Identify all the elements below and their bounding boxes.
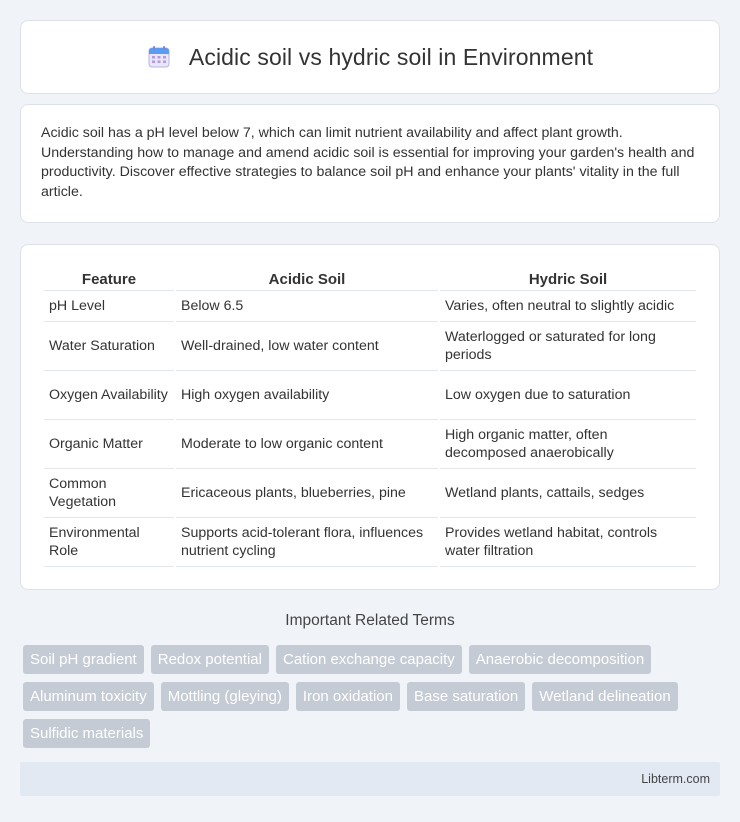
table-cell: Oxygen Availability xyxy=(44,371,174,420)
table-cell: Varies, often neutral to slightly acidic xyxy=(440,291,696,322)
page-footer xyxy=(20,762,720,796)
table-cell: High organic matter, often decomposed anaerobically xyxy=(440,420,696,469)
table-cell: Organic Matter xyxy=(44,420,174,469)
related-term-tag[interactable]: Anaerobic decomposition xyxy=(469,645,651,674)
calendar-icon xyxy=(147,45,171,69)
table-cell: High oxygen availability xyxy=(176,371,438,420)
comparison-table xyxy=(42,265,698,567)
column-header: Feature xyxy=(44,265,174,291)
related-term-tag[interactable]: Cation exchange capacity xyxy=(276,645,462,674)
related-term-tag[interactable]: Iron oxidation xyxy=(296,682,400,711)
table-cell: Well-drained, low water content xyxy=(176,322,438,371)
page-header xyxy=(20,20,720,94)
table-cell: Wetland plants, cattails, sedges xyxy=(440,469,696,518)
related-term-tag[interactable]: Base saturation xyxy=(407,682,525,711)
table-header-row xyxy=(44,265,696,291)
table-cell: Ericaceous plants, blueberries, pine xyxy=(176,469,438,518)
related-term-tag[interactable]: Wetland delineation xyxy=(532,682,677,711)
table-row xyxy=(44,291,696,322)
related-term-tag[interactable]: Sulfidic materials xyxy=(23,719,150,748)
column-header: Hydric Soil xyxy=(440,265,696,291)
intro-text: Acidic soil has a pH level below 7, which can limit nutrient availability and affect plant growth. Understanding how to manage and amend acidic soil is essential for improving your garden's health and productivity. Discover effective strategies to balance soil pH and enhance your plants' vitality in the full article. xyxy=(41,125,695,200)
table-cell: pH Level xyxy=(44,291,174,322)
related-terms-title: Important Related Terms xyxy=(285,612,455,630)
table-cell: Common Vegetation xyxy=(44,469,174,518)
table-cell: Environmental Role xyxy=(44,518,174,567)
table-row xyxy=(44,420,696,469)
related-term-tag[interactable]: Mottling (gleying) xyxy=(161,682,289,711)
table-cell: Moderate to low organic content xyxy=(176,420,438,469)
related-term-tag[interactable]: Soil pH gradient xyxy=(23,645,144,674)
table-cell: Provides wetland habitat, controls water filtration xyxy=(440,518,696,567)
table-cell: Waterlogged or saturated for long periods xyxy=(440,322,696,371)
table-cell: Below 6.5 xyxy=(176,291,438,322)
comparison-card xyxy=(20,244,720,590)
related-terms-list xyxy=(20,645,720,748)
table-cell: Water Saturation xyxy=(44,322,174,371)
table-row xyxy=(44,518,696,567)
intro-section xyxy=(20,104,720,223)
related-term-tag[interactable]: Redox potential xyxy=(151,645,269,674)
table-row xyxy=(44,469,696,518)
column-header: Acidic Soil xyxy=(176,265,438,291)
table-row xyxy=(44,322,696,371)
related-term-tag[interactable]: Aluminum toxicity xyxy=(23,682,154,711)
table-row xyxy=(44,371,696,420)
table-cell: Low oxygen due to saturation xyxy=(440,371,696,420)
page-title: Acidic soil vs hydric soil in Environment xyxy=(188,43,594,70)
footer-site-link[interactable]: Libterm.com xyxy=(641,772,710,787)
table-cell: Supports acid-tolerant flora, influences nutrient cycling xyxy=(176,518,438,567)
